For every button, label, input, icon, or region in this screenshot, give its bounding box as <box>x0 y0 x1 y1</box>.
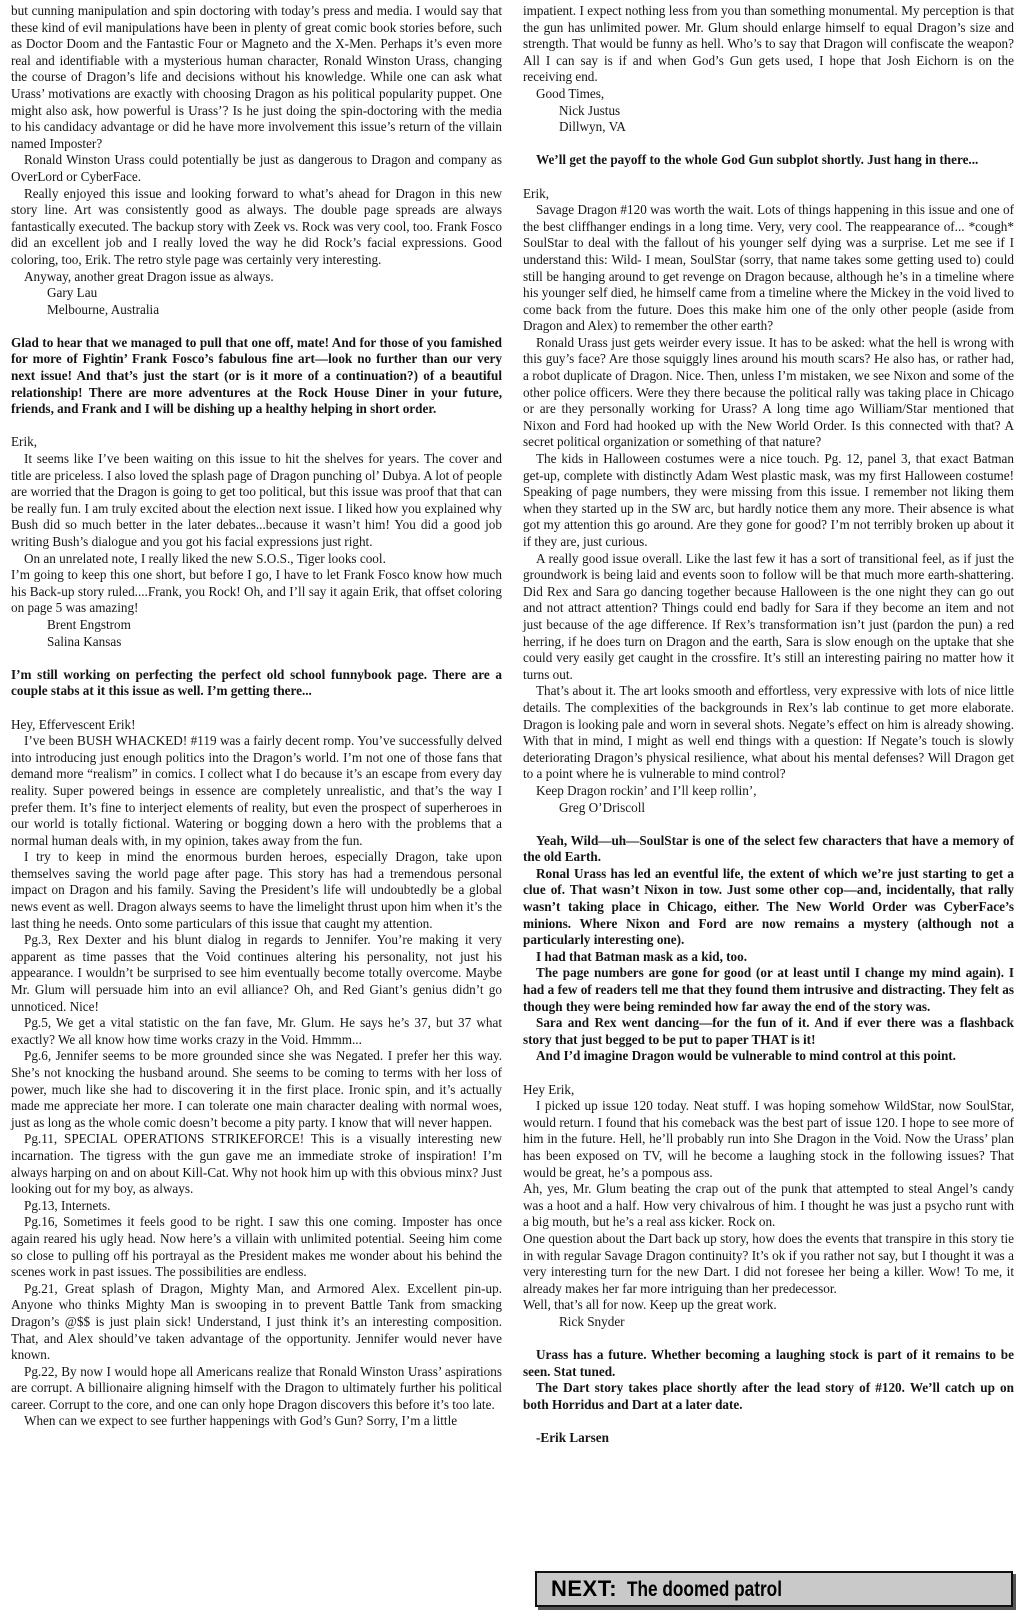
editor-reply: The Dart story takes place shortly after the lead story of #120. We’ll catch up on both Horridus and Dart at a later date. <box>523 1380 1014 1412</box>
paragraph: The kids in Halloween costumes were a nice touch. Pg. 12, panel 3, that exact Batman get-up, complete with distinctly Adam West plastic mask, was my first Halloween costume! Speaking of page numbers, they were missing from this issue. I remember not liking them when they started up in the SW arc, but hardly notice them any more. Their absence is what got my attention this go around. Are they gone for good? I’m not terribly broken up about it if they are, just curious. <box>523 451 1014 549</box>
signature-line: Greg O’Driscoll <box>559 799 646 815</box>
paragraph: Ronald Winston Urass could potentially be just as dangerous to Dragon and company as OverLord or CyberFace. <box>11 152 502 184</box>
next-issue-banner <box>535 1571 1013 1607</box>
editor-reply: Glad to hear that we managed to pull that one off, mate! And for those of you famished for more of Fightin’ Frank Fosco’s fabulous fine art—look no further than our very next issue! And that’s just the start (or is it more of a continuation?) of a beautiful relationship! There are more adventures at the Rock House Diner in your future, friends, and Frank and I will be dishing up a healthy helping in short order. <box>11 334 502 417</box>
paragraph: Pg.11, SPECIAL OPERATIONS STRIKEFORCE! This is a visually interesting new incarnation. The tigress with the gun gave me an immediate stroke of inspiration! I’m always harping on and on about Kill-Cat. Why not hook him up with this obvious minx? Just looking out for my boy, as always. <box>11 1131 502 1197</box>
signature-line: Salina Kansas <box>47 633 122 649</box>
spacer <box>11 700 502 717</box>
signature-line: Good Times, <box>536 85 605 101</box>
signature-line: Melbourne, Australia <box>47 301 160 317</box>
paragraph: Pg.16, Sometimes it feels good to be right. I saw this one coming. Imposter has once again reared his ugly head. Now here’s a villain with unlimited potential. Seeing him come so close to pulling off his portrayal as the President makes me wonder about his behind the scenes work in past issues. The possibilities are endless. <box>11 1214 502 1280</box>
paragraph: Really enjoyed this issue and looking forward to what’s ahead for Dragon in this new story line. Art was consistently good as always. The double page spreads are always fantastically executed. The backup story with Zeek vs. Rock was very cool, too. Frank Fosco did an excellent job and I really loved the way he did Rock’s facial expressions. Good coloring, too, Erik. The retro style page was certainly very interesting. <box>11 185 502 267</box>
signature-line: Dillwyn, VA <box>559 119 626 135</box>
paragraph: Pg.22, By now I would hope all Americans realize that Ronald Winston Urass’ aspirations are corrupt. A billionaire aligning himself with the Dragon to ultimately further his political career. Corrupt to the core, and one can only hope Dragon discovers this before it’s too late. <box>11 1363 502 1412</box>
left-column <box>11 3 502 1430</box>
paragraph: When can we expect to see further happenings with God’s Gun? Sorry, I’m a little <box>24 1413 458 1429</box>
paragraph: Ah, yes, Mr. Glum beating the crap out of the punk that attempted to steal Angel’s candy was a hoot and a half. How very chivalrous of him. I thought he was just a psycho runt with a big mouth, but he’s a real ass kicker. Rock on. <box>523 1181 1014 1230</box>
paragraph: On an unrelated note, I really liked the new S.O.S., Tiger looks cool. <box>24 550 386 566</box>
paragraph: One question about the Dart back up story, how does the events that transpire in this story tie in with regular Savage Dragon continuity? It’s ok if you rather not say, but I thought it was a very interesting turn for the new Dart. I did not foresee her being a killer. Wow! To me, it already makes her far more intriguing than her predecessor. <box>523 1230 1014 1296</box>
paragraph: That’s about it. The art looks smooth and effortless, very expressive with lots of nice little details. The complexities of the backgrounds in Rex’s lab continue to get more elaborate. Dragon is looking pale and worn in several shots. Negate’s effect on him is already showing. With that in mind, I might as well end things with a question: If Negate’s touch is slowly deteriorating Dragon’s physical resilience, what about his mental defenses? Will Dragon get to a point where he is vulnerable to mind control? <box>523 683 1014 782</box>
editor-reply: I had that Batman mask as a kid, too. <box>536 948 748 964</box>
editor-reply: The page numbers are gone for good (or at least until I change my mind again). I had a few of readers tell me that they found them intrusive and distracting. They felt as though they were being reminded how far away the end of the story was. <box>523 965 1014 1014</box>
editor-reply: I’m still working on perfecting the perfect old school funnybook page. There are a couple stabs at it this issue as well. I’m getting there... <box>11 666 502 699</box>
paragraph: Pg.3, Rex Dexter and his blunt dialog in regards to Jennifer. You’re making it very apparent as time passes that the Void continues altering his personality, not just his appearance. I wouldn’t be surprised to see him eventually become totally overcome. Maybe Mr. Glum will persuade him into an evil alliance? Oh, and Red Giant’s genius didn’t go unnoticed. Nice! <box>11 932 502 1014</box>
paragraph: Hey, Effervescent Erik! <box>11 716 136 732</box>
paragraph: Erik, <box>523 185 550 201</box>
editor-reply: Yeah, Wild—uh—SoulStar is one of the select few characters that have a memory of the old Earth. <box>523 832 1014 865</box>
paragraph: Savage Dragon #120 was worth the wait. Lots of things happening in this issue and one of the best cliffhanger endings in a long time. Very, very cool. The reappearance of... *cough* SoulStar to deal with the fallout of his younger self dying was a surprise. Let me see if I understand this: Wild- I mean, SoulStar (sorry, that name takes some getting used to) could still be hanging around to get revenge on Dragon because, although he’s in a timeline where his younger self died, he himself came from a timeline where the Mickey in the void lived to come back from the future. Does this make him one of the only other people (aside from Dragon and Alex) to remember the other earth? <box>523 202 1014 334</box>
spacer <box>11 650 502 667</box>
editor-reply: And I’d imagine Dragon would be vulnerable to mind control at this point. <box>536 1048 956 1064</box>
paragraph: It seems like I’ve been waiting on this issue to hit the shelves for years. The cover and title are priceless. I also loved the splash page of Dragon punching ol’ Dubya. A lot of people are worried that the Dragon is going to get too political, but this issue was proof that that can be really fun. I am truly excited about the election next issue. I liked how you explained why Bush did so much better in the later debates...because it wasn’t him! You did a good job writing Bush’s dialogue and you got his facial expressions just right. <box>11 451 502 549</box>
editor-reply: Urass has a future. Whether becoming a laughing stock is part of it remains to be seen. Stat tuned. <box>523 1347 1014 1379</box>
paragraph: A really good issue overall. Like the last few it has a sort of transitional feel, as if just the groundwork is being laid and events soon to follow will be that much more earth-shattering. Did Rex and Sara go dancing together because Halloween is the one night they can go out and not attract attention? Things could end badly for Sara if they become an item and not just because of the age difference. If Rex’s transformation isn’t just (pardon the pun) a red herring, if he does turn on Dragon and the earth, Sara is slow enough on the uptake that she could very easily get caught in the crossfire. It’s still an interesting pairing no matter how it turns out. <box>523 550 1014 682</box>
paragraph: impatient. I expect nothing less from you than something monumental. My perception is that the gun has unlimited power. Mr. Glum should enlarge himself to equal Dragon’s size and strength. That would be funny as hell. Who’s to say that Dragon will confiscate the weapon? All I can say is if and when God’s Gun gets used, I hope that Josh Eichorn is on the receiving end. <box>523 3 1014 85</box>
paragraph: Pg.6, Jennifer seems to be more grounded since she was Negated. I prefer her this way. She’s not knocking the husband around. She seems to be coming to terms with her loss of power, much like she had to discovering it in the first place. Ironic spin, and it’s actually made me appreciate her more. I can tolerate one main character dealing with normal woes, just as long as the whole comic doesn’t become a pity party. I know that will never happen. <box>11 1048 502 1130</box>
spacer <box>11 318 502 335</box>
editor-reply: -Erik Larsen <box>536 1430 609 1446</box>
paragraph: Well, that’s all for now. Keep up the great work. <box>523 1297 777 1313</box>
right-column <box>523 3 1014 1447</box>
paragraph: I picked up issue 120 today. Neat stuff. I was hoping somehow WildStar, now SoulStar, would return. I found that his comeback was the best part of issue 120. I hope to see more of him in the future. Hell, he’ll probably run into She Dragon in the Void. Now the Urass’ plan has been exposed on TV, will he become a laughing stock in the following issues? That would be great, he’s a pompous ass. <box>523 1098 1014 1180</box>
paragraph: Erik, <box>11 434 38 450</box>
paragraph: Keep Dragon rockin’ and I’ll keep rollin’, <box>536 782 757 798</box>
signature-line: Nick Justus <box>559 102 621 118</box>
paragraph: I’ve been BUSH WHACKED! #119 was a fairly decent romp. You’ve successfully delved into introducing just enough politics into the Dragon’s world. I’m not one of those fans that demand more “realism” in comics. I collect what I do because it’s an escape from every day reality. Super powered beings in essence are completely unrealistic, and that’s the way I prefer them. It’s fine to interject elements of reality, but even the prospect of superheroes in our world is totally fictional. Watering or bogging down a hero with the problems that a normal human deals with, in my opinion, takes away from the fun. <box>11 733 502 848</box>
paragraph: I’m going to keep this one short, but before I go, I have to let Frank Fosco know how much his Back-up story ruled....Frank, you Rock! Oh, and I’ll say it again Erik, that offset coloring on page 5 was amazing! <box>11 567 502 616</box>
paragraph: but cunning manipulation and spin doctoring with today’s press and media. I would say that these kind of evil manipulations have been in plenty of great comic book stories before, such as Doctor Doom and the Fantastic Four or Magneto and the X-Men. Perhaps it’s even more real and identifiable with a mysterious human character, Ronald Winston Urass, changing the course of Dragon’s life and decisions without his knowledge. While one can ask what Urass’ motivations are exactly with choosing Dragon as his political popularity puppet. One might also ask, how powerful is Urass’? Is he just doing the spin-doctoring with the media to his candidacy advantage or did he have more involvement this issue’s return of the villain named Imposter? <box>11 3 502 151</box>
paragraph: Pg.5, We get a vital statistic on the fan fave, Mr. Glum. He says he’s 37, but 37 what exactly? We all know how time works crazy in the Void. Hmmm... <box>11 1015 502 1047</box>
signature-line: Rick Snyder <box>559 1313 625 1329</box>
editor-reply: We’ll get the payoff to the whole God Gun subplot shortly. Just hang in there... <box>536 152 979 168</box>
spacer <box>11 418 502 435</box>
editor-reply: Sara and Rex went dancing—for the fun of it. And if ever there was a flashback story that just begged to be put to paper THAT is it! <box>523 1015 1014 1047</box>
next-label: NEXT: <box>551 1576 618 1601</box>
spacer <box>523 1413 1014 1430</box>
spacer <box>523 1331 1014 1348</box>
paragraph: I try to keep in mind the enormous burden heroes, especially Dragon, take upon themselves saving the world page after page. This story has had a tremendous personal impact on Dragon and his family. Saving the President’s life will undoubtedly be a global news event as well. Dragon always seems to have the limelight thrust upon him when it’s the last thing he needs. Onto some particulars of this issue that caught my attention. <box>11 849 502 931</box>
paragraph: Anyway, another great Dragon issue as always. <box>24 268 274 284</box>
paragraph: Pg.13, Internets. <box>24 1197 111 1213</box>
signature-line: Gary Lau <box>47 285 98 301</box>
paragraph: Pg.21, Great splash of Dragon, Mighty Man, and Armored Alex. Excellent pin-up. Anyone who thinks Mighty Man is swooping in to prevent Battle Tank from smacking Dragon’s @$$ is just plain sick! Understand, I just think it’s an interesting composition. That, and Alex should’ve taken advantage of the opportunity. Jennifer would never have known. <box>11 1280 502 1363</box>
spacer <box>523 136 1014 153</box>
editor-reply: Ronal Urass has led an eventful life, the extent of which we’re just starting to get a clue of. That wasn’t Nixon in tow. Just some other cop—and, incidentally, that rally wasn’t taking place in Chicago, either. The New World Order was CyberFace’s minions. Where Nixon and Ford are now remains a mystery (although not a particularly interesting one). <box>523 865 1014 948</box>
spacer <box>523 816 1014 833</box>
paragraph: Hey Erik, <box>523 1081 575 1097</box>
next-issue-title: The doomed patrol <box>627 1578 783 1601</box>
signature-line: Brent Engstrom <box>47 616 131 632</box>
spacer <box>523 169 1014 186</box>
paragraph: Ronald Urass just gets weirder every issue. It has to be asked: what the hell is wrong with this guy’s face? Are those squiggly lines around his mouth scars? He also has, or rather had, a robot duplicate of Dragon. Nice. Then, unless I’m mistaken, we see Nixon and some of the other police officers. Were they there because the political rally was taking place in Chicago or are they personally working for Urass? A long time ago William/Star mentioned that Nixon and Ford had hooked up with the New World Order. Is this connected with that? A secret political organization or something of that nature? <box>523 334 1014 450</box>
spacer <box>523 1065 1014 1082</box>
